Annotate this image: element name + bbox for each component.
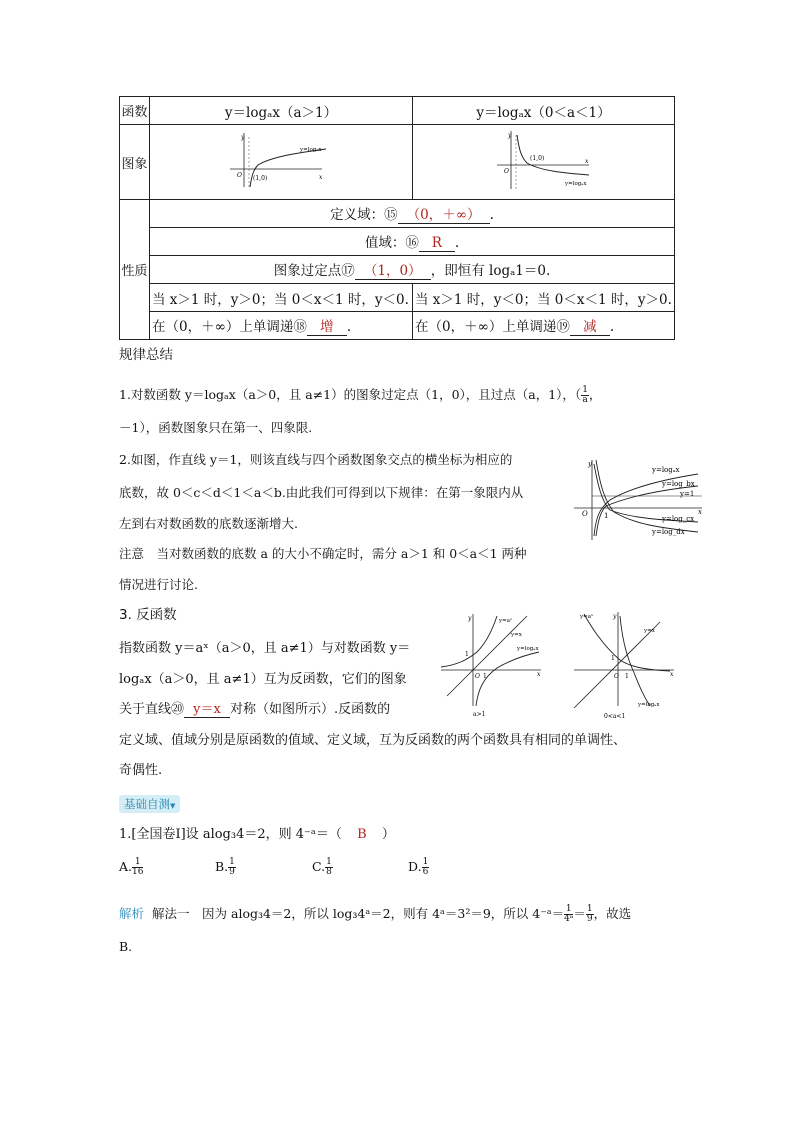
- solution-text: 解法一 因为 alog₃4＝2，所以 log₃4ᵃ＝2，则有 4ᵃ＝3²＝9，所以 4⁻ᵃ＝: [152, 906, 565, 921]
- rule2-line1: 2.如图，作直线 y＝1，则该直线与四个函数图象交点的横坐标为相应的: [119, 452, 513, 467]
- inverse-line5: 奇偶性.: [119, 763, 163, 778]
- solution-line2: B.: [119, 939, 133, 954]
- four-log-graph: [570, 456, 706, 542]
- option-c-den: 8: [326, 867, 332, 877]
- inv-b-one-x: 1: [625, 673, 629, 680]
- option-b: [215, 858, 236, 877]
- sol-frac1-num: 1: [565, 904, 572, 914]
- selftest-badge: [119, 795, 180, 813]
- graph1-origin: O: [237, 172, 242, 179]
- label-log-c: y=log_cx: [662, 515, 695, 523]
- question-text: 1.[全国卷Ⅰ]设 alog₃4＝2，则 4⁻ᵃ＝（: [119, 827, 342, 842]
- option-c-num: 1: [326, 857, 332, 867]
- option-d-den: 6: [422, 867, 429, 877]
- option-d-letter: D.: [408, 859, 422, 874]
- range-answer: R: [419, 235, 455, 252]
- inv-a-yx-label: y=x: [511, 632, 522, 638]
- inv-a-exp-label: y=aˣ: [499, 618, 513, 624]
- option-a-den: 16: [132, 867, 144, 877]
- option-c: [312, 858, 333, 877]
- option-b-letter: B.: [215, 859, 229, 874]
- solution-line1: [119, 905, 631, 924]
- mono-cell-1: 在（0，＋∞）上单调递⑱ 增 .: [150, 312, 413, 340]
- graph2-x-label: x: [584, 158, 588, 165]
- inverse-line3-suffix: 对称（如图所示）.反函数的: [230, 702, 391, 717]
- four-graph-origin: O: [582, 510, 588, 518]
- graph1-curve-label: y=logₐx: [300, 147, 322, 153]
- option-d-num: 1: [422, 857, 429, 867]
- four-graph-one: 1: [604, 512, 609, 520]
- rule2-line3: 左到右对数函数的底数逐渐增大.: [119, 516, 298, 531]
- inverse-line3-answer: y＝x: [184, 703, 230, 718]
- inverse-line3-prefix: 关于直线⑳: [119, 702, 185, 717]
- mono1-prefix: 在（0，＋∞）上单调递⑱: [152, 319, 307, 335]
- graph1-x-label: x: [319, 174, 323, 181]
- inv-b-y: y: [613, 613, 617, 620]
- graph2-point: (1,0): [529, 155, 544, 162]
- properties-table: [119, 96, 675, 340]
- mono2-answer: 减: [570, 315, 610, 336]
- note-line1: 注意 当对数函数的底数 a 的大小不确定时，需分 a＞1 和 0＜a＜1 两种: [119, 546, 527, 561]
- domain-answer: （0，＋∞）: [398, 203, 490, 224]
- fixed-point-prefix: 图象过定点⑰: [273, 263, 355, 279]
- inv-b-caption: 0<a<1: [604, 713, 626, 720]
- inv-a-exp-curve: [441, 616, 497, 667]
- option-b-fraction: [228, 858, 236, 877]
- range-cell: 值域：⑯ R .: [150, 228, 675, 256]
- graph-log-a-lt-1: [413, 125, 675, 200]
- option-a-fraction: [132, 858, 143, 877]
- label-log-b: y=log_bx: [662, 480, 695, 488]
- rule1-line1: [119, 386, 601, 405]
- option-c-fraction: [325, 858, 333, 877]
- option-a-num: 1: [132, 858, 143, 868]
- inv-b-x: x: [670, 671, 674, 678]
- rule1-frac-den: a: [582, 395, 588, 405]
- rules-heading: 规律总结: [119, 347, 173, 363]
- graph1-point: (1,0): [253, 175, 268, 182]
- solution-label: 解析: [119, 906, 145, 921]
- mono1-answer: 增: [307, 315, 347, 336]
- option-b-num: 1: [229, 857, 235, 867]
- label-y1: y=1: [680, 490, 695, 498]
- graph1-y-label: y: [241, 134, 245, 141]
- sign-cell-1: 当 x＞1 时，y＞0；当 0＜x＜1 时，y＜0.: [150, 284, 413, 312]
- inv-a-origin: O: [475, 673, 480, 680]
- domain-prefix: 定义域：⑮: [330, 207, 398, 223]
- inverse-line3: [119, 703, 390, 718]
- option-d: [408, 858, 429, 877]
- inv-b-origin: O: [614, 673, 619, 680]
- graph2-svg: [489, 127, 599, 193]
- option-d-fraction: [422, 858, 430, 877]
- graph2-origin: O: [503, 168, 509, 175]
- sign-cell-2: 当 x＞1 时，y＜0；当 0＜x＜1 时，y＞0.: [413, 284, 675, 312]
- solution-eq: ＝: [573, 906, 586, 921]
- graph2-curve-label: y=logₐx: [564, 181, 587, 187]
- inverse-graph-a-gt-1: [437, 610, 553, 720]
- four-graph-y: y: [588, 460, 592, 468]
- mono2-prefix: 在（0，＋∞）上单调递⑲: [415, 319, 570, 335]
- solution-frac1: [564, 905, 573, 924]
- inverse-line2: logₐx（a＞0，且 a≠1）互为反函数，它们的图象: [119, 672, 407, 687]
- mono-cell-2: 在（0，＋∞）上单调递⑲ 减 .: [413, 312, 675, 340]
- graph-log-a-gt-1: [150, 125, 413, 200]
- sol-frac1-den: 4ᵃ: [564, 914, 574, 924]
- sol-frac2-num: 1: [586, 904, 593, 914]
- chevron-down-icon: ▼: [170, 802, 176, 810]
- inverse-heading: 3. 反函数: [119, 607, 177, 623]
- inv-a-x: x: [537, 671, 541, 678]
- rule2-line2: 底数，故 0＜c＜d＜1＜a＜b.由此我们可得到以下规律：在第一象限内从: [119, 485, 524, 500]
- inv-b-exp-curve: [584, 614, 670, 671]
- sol-frac2-den: 9: [586, 914, 593, 924]
- question-line: [119, 828, 395, 842]
- inv-a-one-y: 1: [465, 651, 469, 658]
- inv-a-one-x: 1: [483, 673, 487, 680]
- domain-cell: 定义域：⑮ （0，＋∞） .: [150, 200, 675, 228]
- inverse-line1: 指数函数 y＝aˣ（a＞0，且 a≠1）与对数函数 y＝: [119, 641, 411, 656]
- inv-a-line-yx: [447, 616, 527, 696]
- inv-b-exp-label: y=aˣ: [580, 614, 594, 620]
- rule1-fraction: [581, 386, 589, 405]
- range-prefix: 值域：⑯: [364, 235, 419, 251]
- row-label-function: 函数: [120, 97, 150, 125]
- question-answer: B: [357, 827, 367, 842]
- fixed-point-answer: （1，0）: [355, 259, 431, 280]
- fixed-point-cell: [150, 256, 675, 284]
- question-end: ）: [381, 827, 395, 842]
- inv-a-log-label: y=logₐx: [517, 646, 539, 652]
- option-b-den: 9: [229, 867, 235, 877]
- selftest-badge-text: 基础自测: [124, 797, 170, 811]
- col1-header: y＝logₐx（a＞1）: [150, 97, 413, 125]
- inv-b-one-y: 1: [611, 655, 615, 662]
- rule1-text: 1.对数函数 y＝logₐx（a＞0，且 a≠1）的图象过定点（1，0），且过点（a，1），（: [119, 387, 582, 402]
- col2-header: y＝logₐx（0＜a＜1）: [413, 97, 675, 125]
- row-label-props: 性质: [120, 200, 150, 340]
- label-log-d: y=log_dx: [652, 528, 685, 536]
- option-a-letter: A.: [119, 859, 133, 874]
- inv-b-log-label: y=logₐx: [638, 702, 660, 708]
- option-a: [119, 858, 143, 877]
- graph1-svg: [226, 129, 336, 191]
- graph2-y-label: y: [507, 132, 511, 139]
- label-log-a: y=logₐx: [652, 466, 680, 474]
- option-c-letter: C.: [312, 859, 326, 874]
- inv-b-line-yx: [574, 622, 660, 708]
- inv-a-caption: a>1: [473, 711, 486, 718]
- inv-a-y: y: [468, 615, 472, 622]
- solution-frac2: [586, 905, 594, 924]
- solution-end: ，故选: [593, 906, 632, 921]
- inverse-graph-a-lt-1: [570, 608, 678, 722]
- four-graph-x: x: [698, 508, 702, 516]
- rule1-frac-num: 1: [582, 385, 588, 395]
- graph2-curve: [517, 135, 589, 175]
- rule1-line2: －1），函数图象只在第一、四象限.: [119, 420, 313, 435]
- inverse-line4: 定义域、值域分别是原函数的值域、定义域，互为反函数的两个函数具有相同的单调性、: [119, 733, 627, 748]
- fixed-point-suffix: ，即恒有 logₐ1＝0.: [430, 263, 551, 279]
- note-line2: 情况进行讨论.: [119, 577, 198, 592]
- inv-b-yx-label: y=x: [644, 628, 655, 634]
- row-label-graph: 图象: [120, 125, 150, 200]
- rule1-end: ，: [588, 387, 602, 402]
